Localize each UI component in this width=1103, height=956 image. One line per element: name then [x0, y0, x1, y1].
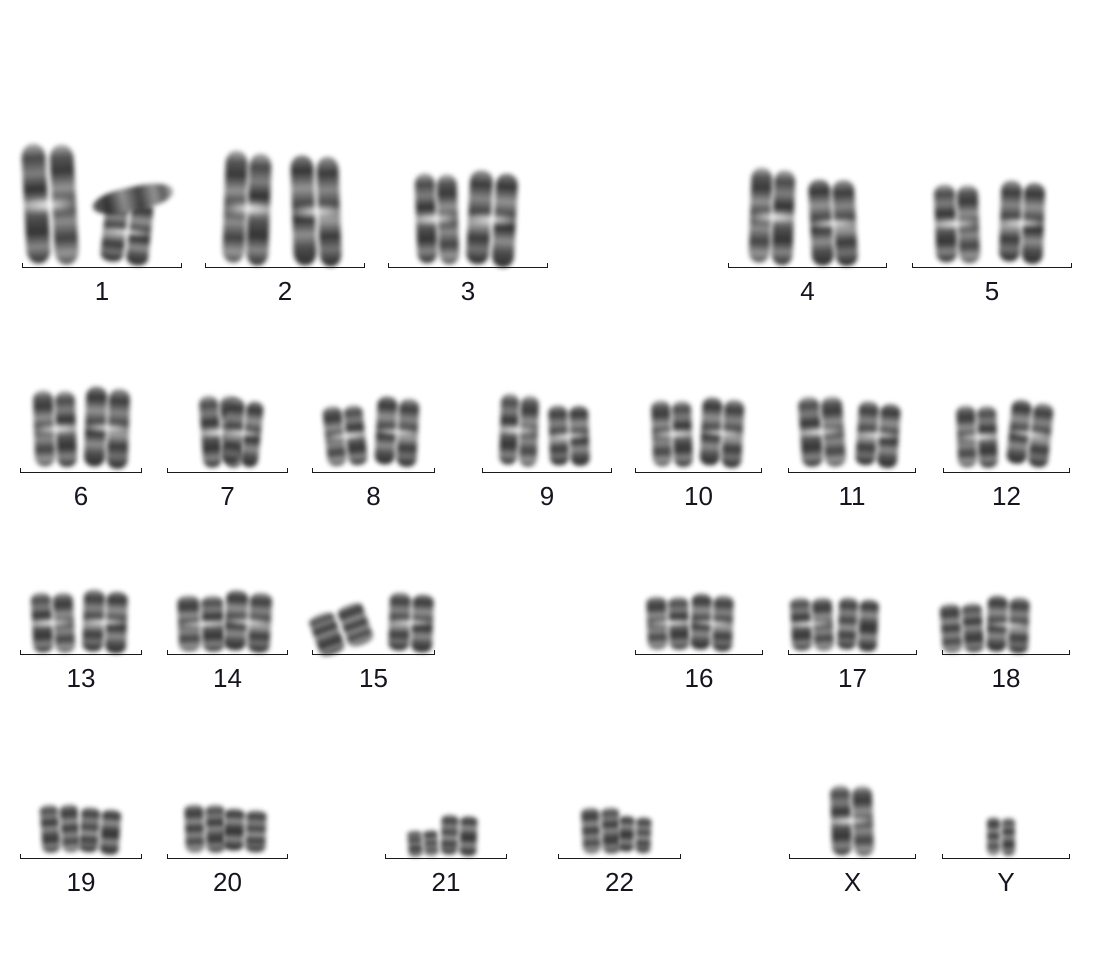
chromosome — [32, 388, 79, 467]
chromatid — [601, 807, 621, 853]
group-baseline — [20, 854, 142, 859]
chromosome — [38, 803, 81, 854]
group-label: 18 — [991, 663, 1021, 693]
chromatid — [411, 594, 434, 653]
chromatid — [635, 817, 652, 853]
chromatid — [39, 805, 60, 853]
group-label: 19 — [66, 867, 96, 897]
centromere-constriction — [27, 422, 84, 436]
chromatid — [977, 405, 998, 468]
chromatid — [223, 589, 248, 651]
chromatid — [84, 386, 107, 467]
chromatid — [33, 390, 55, 467]
chromatid — [797, 396, 823, 468]
group-baseline — [385, 854, 507, 859]
chromatid — [105, 591, 128, 654]
group-label: 21 — [431, 867, 461, 897]
chromatid — [548, 405, 569, 466]
group-label: 3 — [460, 276, 476, 306]
chromatid — [396, 398, 419, 468]
chromosome — [807, 177, 860, 267]
chromatid — [21, 143, 52, 264]
chromatid — [812, 597, 835, 652]
chromatid — [60, 804, 81, 852]
group-label: 22 — [605, 867, 634, 897]
chromatid — [1008, 597, 1030, 655]
centromere-constriction — [684, 618, 741, 629]
chromatid — [646, 596, 668, 651]
centromere-constriction — [980, 620, 1037, 631]
centromere-constriction — [216, 199, 278, 218]
chromatid — [223, 809, 244, 851]
group-baseline — [788, 468, 916, 473]
centromere-constriction — [992, 215, 1051, 229]
centromere-constriction — [25, 617, 82, 629]
chromatid — [49, 144, 80, 265]
chromatid — [198, 395, 222, 469]
chromosome — [645, 594, 691, 651]
chromosome — [985, 594, 1031, 654]
centromere-constriction — [784, 619, 841, 630]
chromatid — [999, 180, 1023, 262]
chromatid — [1022, 183, 1046, 265]
group-baseline — [789, 854, 916, 859]
centromere-constriction — [95, 224, 160, 241]
chromatid — [877, 403, 901, 469]
chromatid — [519, 395, 539, 467]
chromatid — [423, 830, 439, 856]
chromatid — [125, 200, 154, 267]
chromatid — [374, 396, 397, 466]
group-label: 20 — [213, 867, 242, 897]
chromatid — [491, 173, 518, 268]
group-baseline — [312, 468, 435, 473]
group-baseline — [942, 650, 1070, 655]
chromosome — [1005, 398, 1056, 468]
group-baseline — [20, 650, 142, 655]
chromatid — [316, 156, 342, 266]
chromosome — [99, 196, 156, 267]
group-label: 17 — [838, 663, 867, 693]
centromere-constriction — [927, 217, 986, 231]
chromatid — [336, 601, 375, 649]
chromatid — [832, 179, 858, 266]
chromosome — [498, 392, 541, 466]
centromere-constriction — [640, 618, 697, 628]
chromatid — [30, 592, 53, 654]
group-baseline — [167, 468, 288, 473]
chromosome — [77, 807, 122, 855]
chromatid — [55, 391, 77, 468]
group-label: 1 — [94, 276, 110, 306]
centromere-constriction — [284, 202, 349, 221]
chromosome-arm — [90, 178, 176, 220]
chromatid — [748, 167, 772, 263]
chromosome — [689, 592, 735, 652]
group-label: 9 — [539, 481, 555, 511]
chromosome — [580, 806, 622, 854]
chromatid — [987, 817, 1001, 854]
chromatid — [246, 810, 267, 852]
chromosome — [222, 589, 273, 653]
chromatid — [690, 593, 712, 651]
chromatid — [957, 185, 980, 264]
chromatid — [721, 399, 744, 469]
centromere-constriction — [318, 428, 372, 443]
centromere-constriction — [77, 421, 136, 435]
chromosome — [465, 169, 520, 267]
chromatid — [322, 405, 347, 467]
chromosome — [650, 398, 694, 467]
chromatid — [821, 396, 847, 468]
chromosome — [406, 829, 440, 857]
centromere-constriction — [170, 618, 232, 629]
chromatid — [672, 400, 693, 467]
chromatid — [499, 393, 519, 465]
centromere-constriction — [409, 211, 466, 227]
chromatid — [830, 785, 852, 856]
chromatid — [437, 174, 460, 265]
chromatid — [852, 785, 874, 856]
centromere-constriction — [1001, 426, 1058, 442]
chromatid — [414, 173, 437, 264]
chromatid — [986, 595, 1008, 653]
centromere-constriction — [694, 426, 751, 439]
centromere-constriction — [802, 215, 864, 231]
chromatid — [407, 830, 423, 856]
chromatid — [388, 592, 411, 651]
group-label: 14 — [213, 663, 242, 693]
chromosome — [836, 596, 881, 652]
group-label: 10 — [684, 481, 713, 511]
chromosome — [222, 808, 267, 852]
chromatid — [177, 595, 201, 653]
centromere-constriction — [950, 431, 1004, 442]
group-baseline — [22, 263, 182, 268]
chromatid — [202, 595, 226, 653]
group-label: 11 — [838, 481, 866, 511]
chromosome — [413, 171, 460, 264]
chromosome — [998, 179, 1047, 264]
group-baseline — [482, 468, 612, 473]
chromatid — [836, 597, 858, 651]
centromere-constriction — [742, 209, 801, 226]
centromere-constriction — [792, 425, 851, 440]
chromatid — [1028, 402, 1054, 468]
group-baseline — [167, 650, 288, 655]
chromosome — [89, 178, 177, 221]
chromatid — [184, 805, 205, 853]
centromere-constriction — [493, 424, 545, 437]
chromosome — [83, 385, 132, 469]
chromatid — [962, 602, 985, 652]
group-baseline — [205, 263, 365, 268]
group-label: X — [843, 867, 862, 897]
group-baseline — [728, 263, 887, 268]
centromere-constriction — [824, 815, 881, 828]
chromosome — [373, 395, 421, 467]
chromatid — [246, 153, 271, 265]
chromatid — [651, 400, 672, 467]
chromatid — [466, 170, 493, 265]
chromatid — [107, 388, 130, 469]
chromatid — [459, 816, 477, 856]
chromatid — [78, 807, 100, 852]
chromosome — [698, 396, 746, 468]
chromatid — [221, 397, 245, 465]
centromere-constriction — [542, 430, 596, 441]
chromosome — [439, 814, 478, 855]
centromere-constriction — [369, 425, 426, 438]
chromosome — [289, 153, 343, 267]
centromere-constriction — [217, 616, 279, 628]
group-baseline — [943, 468, 1070, 473]
chromatid — [205, 805, 226, 853]
chromosome — [307, 599, 376, 658]
chromatid — [855, 400, 879, 466]
centromere-constriction — [218, 425, 267, 440]
group-label: Y — [997, 867, 1015, 897]
chromatid — [712, 595, 734, 653]
chromatid — [569, 405, 590, 466]
chromosome — [197, 393, 244, 470]
chromatid — [699, 397, 722, 467]
chromosome — [183, 803, 227, 852]
group-baseline — [942, 854, 1070, 859]
centromere-constriction — [194, 425, 248, 440]
chromosome — [547, 403, 591, 466]
group-baseline — [167, 854, 288, 859]
chromatid — [100, 809, 122, 854]
centromere-constriction — [75, 616, 134, 628]
chromosome — [221, 396, 266, 468]
chromosome — [29, 590, 76, 654]
chromatid — [53, 592, 76, 654]
group-baseline — [788, 650, 917, 655]
group-label: 6 — [73, 481, 89, 511]
group-baseline — [388, 263, 548, 268]
chromatid — [1002, 818, 1016, 855]
group-label: 15 — [359, 663, 388, 693]
group-label: 5 — [984, 276, 1000, 306]
centromere-constriction — [460, 211, 525, 229]
chromatid — [789, 597, 812, 652]
chromosome — [933, 182, 982, 264]
chromosome — [938, 601, 985, 654]
chromosome — [81, 588, 129, 654]
centromere-constriction — [15, 194, 85, 216]
chromosome — [789, 595, 836, 652]
chromatid — [934, 184, 957, 263]
chromatid — [939, 603, 962, 653]
group-label: 8 — [366, 481, 381, 511]
group-label: 2 — [277, 276, 293, 306]
chromosome — [20, 141, 80, 266]
chromosome — [747, 166, 796, 265]
group-baseline — [312, 650, 435, 655]
group-baseline — [20, 468, 142, 473]
chromatid — [82, 589, 105, 652]
group-label: 16 — [684, 663, 714, 693]
group-label: 7 — [220, 481, 235, 511]
chromatid — [808, 179, 834, 266]
chromatid — [440, 815, 458, 855]
chromatid — [581, 808, 601, 854]
chromatid — [100, 196, 129, 263]
chromatid — [618, 816, 635, 852]
chromosome — [387, 591, 435, 653]
chromosome — [321, 402, 369, 468]
group-baseline — [558, 854, 681, 859]
centromere-constriction — [381, 617, 440, 628]
chromatid — [343, 404, 368, 466]
chromatid — [668, 596, 690, 651]
chromatid — [956, 405, 977, 468]
chromatid — [248, 592, 273, 654]
chromosome — [854, 400, 902, 469]
group-label: 13 — [66, 663, 96, 693]
group-label: 4 — [800, 276, 815, 306]
chromatid — [222, 150, 247, 262]
centromere-constriction — [849, 428, 906, 442]
chromatid — [772, 170, 796, 266]
chromatid — [290, 155, 316, 265]
group-baseline — [912, 263, 1072, 268]
chromosome — [797, 393, 848, 468]
group-baseline — [635, 650, 763, 655]
chromatid — [1006, 399, 1032, 465]
chromosome — [986, 817, 1016, 855]
centromere-constriction — [645, 428, 699, 440]
group-baseline — [635, 468, 762, 473]
chromatid — [220, 395, 244, 469]
chromosome — [829, 783, 875, 856]
group-label: 12 — [992, 481, 1021, 511]
chromatid — [858, 599, 880, 653]
chromosome — [617, 815, 652, 852]
chromosome — [176, 593, 226, 653]
chromatid — [241, 400, 265, 468]
chromosome — [221, 149, 273, 265]
chromosome — [955, 403, 999, 468]
chromatid — [308, 610, 347, 658]
